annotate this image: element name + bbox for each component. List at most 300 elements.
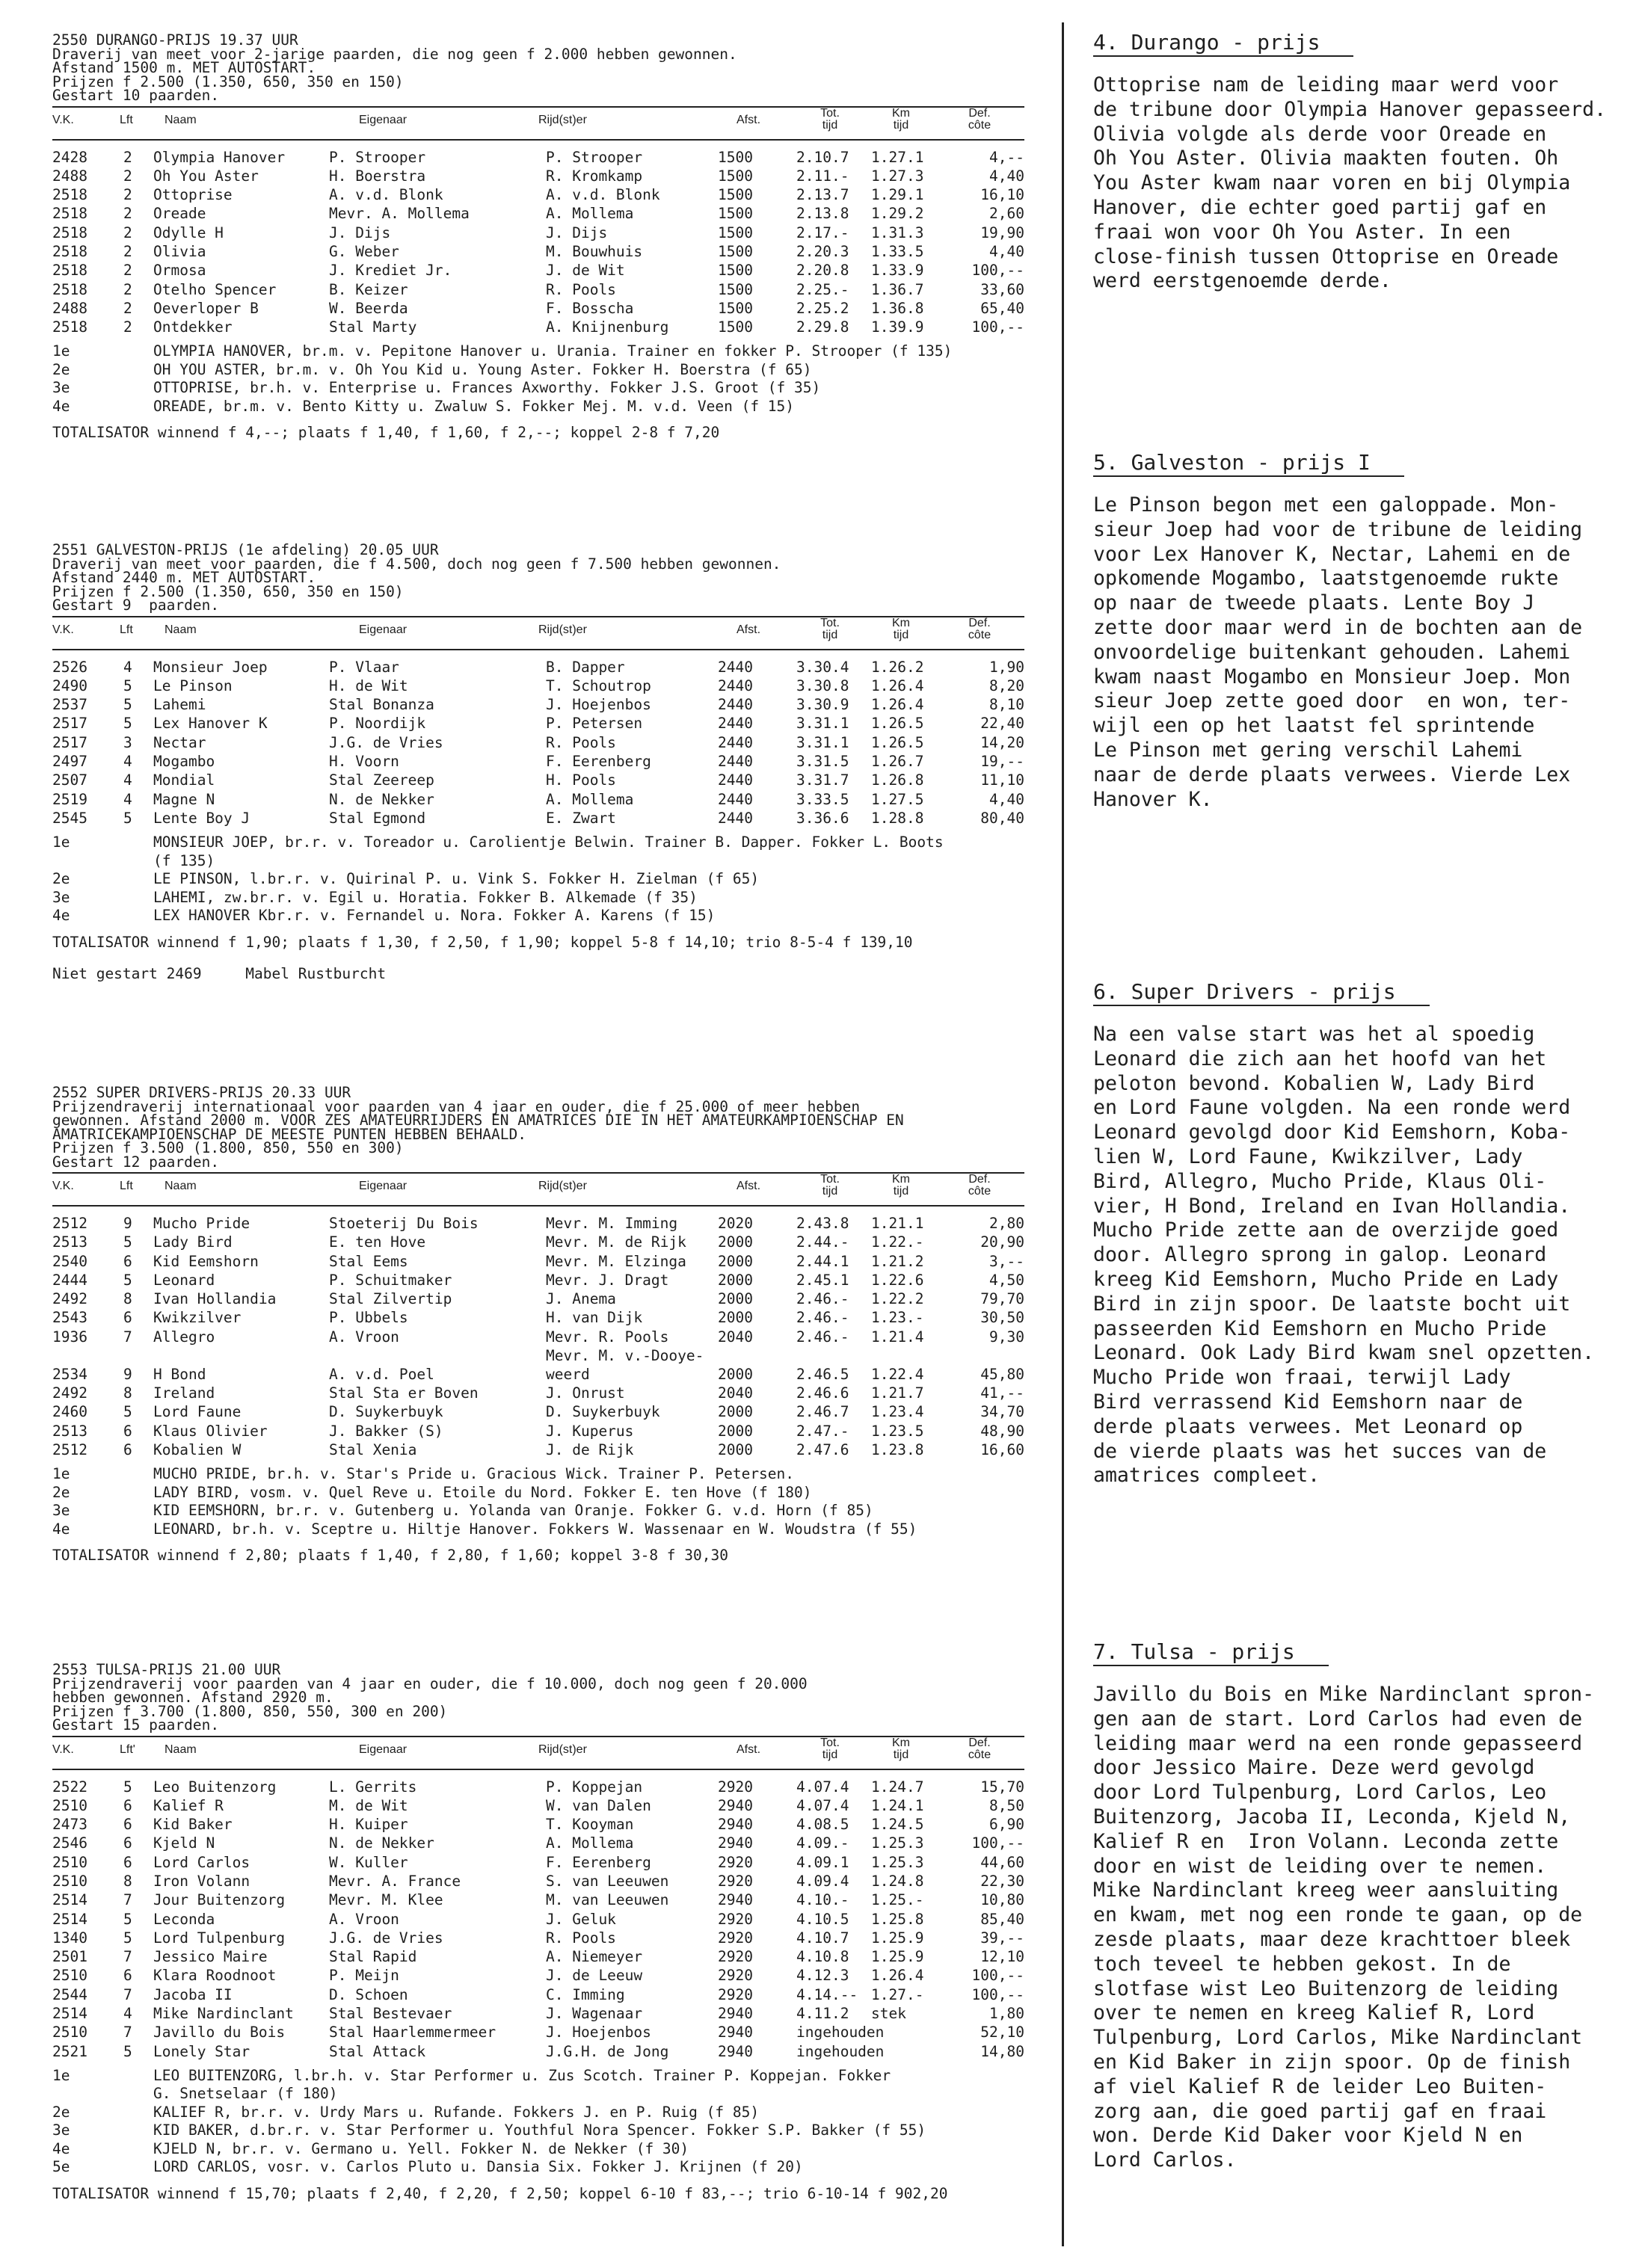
- finish-place: 4e: [52, 1520, 70, 1538]
- finish-description: MONSIEUR JOEP, br.r. v. Toreador u. Carolientje Belwin. Trainer B. Dapper. Fokker L. Boots (f 135): [153, 833, 944, 869]
- table-cell: P. Strooper: [329, 148, 426, 166]
- table-cell: 1.22.-: [871, 1233, 924, 1251]
- table-cell: Allegro: [153, 1328, 215, 1346]
- table-cell: 2.25.2: [796, 299, 849, 317]
- race-header-line: Afstand 1500 m. MET AUTOSTART.: [52, 59, 316, 76]
- table-cell: R. Pools: [546, 1929, 616, 1947]
- table-cell: Iron Volann: [153, 1872, 250, 1890]
- column-divider: [1062, 22, 1064, 2246]
- table-cell: Stal Attack: [329, 2042, 426, 2060]
- table-cell: 2940: [718, 2042, 753, 2060]
- race-header-line: 2550 DURANGO-PRIJS 19.37 UUR: [52, 31, 298, 49]
- finish-place: 3e: [52, 379, 70, 397]
- table-cell: Kalief R: [153, 1796, 224, 1814]
- race-2550: [52, 31, 1024, 442]
- table-cell: 2.46.-: [796, 1290, 849, 1308]
- table-cell: 1.22.6: [871, 1271, 924, 1289]
- table-cell: 4.09.1: [796, 1853, 849, 1871]
- race-header-line: gewonnen. Afstand 2000 m. VOOR ZES AMATEURRIJDERS EN AMATRICES DIE IN HET AMATEURKAMPIOENSCHAP EN: [52, 1112, 904, 1129]
- report-title: 4. Durango - prijs: [1093, 30, 1353, 57]
- column-label: Lft': [120, 1742, 135, 1756]
- table-cell: Mevr. A. Mollema: [329, 205, 470, 223]
- column-label: Km tijd: [892, 106, 910, 132]
- table-row: [52, 261, 1024, 280]
- table-cell: 2.10.7: [796, 148, 849, 166]
- table-cell: R. Pools: [546, 280, 616, 298]
- table-cell: 2000: [718, 1422, 753, 1440]
- table-cell: 4: [123, 790, 132, 808]
- table-cell: 16,10: [980, 186, 1024, 204]
- table-row: [52, 1778, 1024, 1796]
- table-cell: B. Dapper: [546, 658, 625, 676]
- table-cell: Ivan Hollandia: [153, 1290, 277, 1308]
- finish-entry: [52, 1520, 1024, 1539]
- report-super-drivers: [1093, 979, 1632, 1488]
- column-label: Afst.: [737, 113, 761, 126]
- table-cell: 15,70: [980, 1778, 1024, 1796]
- table-cell: 2510: [52, 1872, 87, 1890]
- table-cell: Lex Hanover K: [153, 715, 268, 733]
- table-row: [52, 148, 1024, 167]
- table-cell: 2428: [52, 148, 87, 166]
- table-cell: 2518: [52, 205, 87, 223]
- table-cell: 2.46.7: [796, 1403, 849, 1421]
- table-cell: 2.47.-: [796, 1422, 849, 1440]
- table-cell: 4,40: [989, 242, 1024, 260]
- table-cell: 6: [123, 1853, 132, 1871]
- finish-place: 2e: [52, 1483, 70, 1501]
- table-row: [52, 714, 1024, 733]
- table-cell: 1.25.8: [871, 1910, 924, 1928]
- table-cell: 2000: [718, 1440, 753, 1458]
- table-cell: A. v.d. Blonk: [546, 186, 660, 204]
- table-cell: H Bond: [153, 1366, 206, 1384]
- table-cell: 1.24.5: [871, 1816, 924, 1834]
- table-cell: 1.39.9: [871, 318, 924, 336]
- table-cell: 100,--: [971, 1834, 1024, 1852]
- table-cell: 4.11.2: [796, 2005, 849, 2023]
- table-cell: Lonely Star: [153, 2042, 250, 2060]
- table-cell: 1.23.4: [871, 1403, 924, 1421]
- table-cell: 2: [123, 205, 132, 223]
- table-cell: A. Mollema: [546, 1834, 634, 1852]
- table-cell: 3.30.8: [796, 677, 849, 694]
- table-cell: 4.10.-: [796, 1891, 849, 1909]
- table-cell: 1.26.7: [871, 752, 924, 770]
- table-cell: 2920: [718, 1853, 753, 1871]
- table-row: [52, 1834, 1024, 1852]
- report-text: Na een valse start was het al spoedig Leonard die zich aan het hoofd van het peloton bevond. Kobalien W, Lady Bird en Lord Faune volgden. Na een ronde werd Leonard gevolgd door Kid Eemshorn, Koba- lien W, Lord Faune, Kwikzilver, Lady Bird, Allegro, Mucho Pride, Klaus Oli- vier, H Bond, Ireland en Ivan Hollandia. Mucho Pride zette aan de overzijde goed door. Allegro sprong in galop. Leonard kreeg Kid Eemshorn, Mucho Pride en Lady Bird in zijn spoor. De laatste bocht uit passeerden Kid Eemshorn en Mucho Pride Leonard. Ook Lady Bird kwam snel opzetten. Mucho Pride won fraai, terwijl Lady Bird verrassend Kid Eemshorn naar de derde plaats verwees. Met Leonard op de vierde plaats was het succes van de amatrices compleet.: [1093, 1023, 1595, 1488]
- table-cell: 14,20: [980, 733, 1024, 751]
- table-cell: 1.27.-: [871, 1985, 924, 2003]
- table-cell: 1.25.3: [871, 1853, 924, 1871]
- table-cell: C. Imming: [546, 1985, 625, 2003]
- column-label: Km tijd: [892, 616, 910, 641]
- table-cell: 2519: [52, 790, 87, 808]
- column-label: V.K.: [52, 113, 74, 126]
- table-cell: 2.47.6: [796, 1440, 849, 1458]
- table-cell: Mike Nardinclant: [153, 2005, 294, 2023]
- finish-place: 2e: [52, 870, 70, 888]
- table-cell: 4.09.4: [796, 1872, 849, 1890]
- table-cell: J. Geluk: [546, 1910, 616, 1928]
- table-cell: 4.08.5: [796, 1816, 849, 1834]
- table-cell: Klara Roodnoot: [153, 1967, 277, 1985]
- table-cell: 2: [123, 186, 132, 204]
- table-cell: 6: [123, 1967, 132, 1985]
- finish-place: 1e: [52, 342, 70, 360]
- table-cell: J. Krediet Jr.: [329, 262, 452, 280]
- table-cell: Lord Carlos: [153, 1853, 250, 1871]
- table-column-header: [52, 1737, 1024, 1766]
- table-cell: Ireland: [153, 1384, 215, 1402]
- table-cell: 1.24.7: [871, 1778, 924, 1796]
- race-header-line: Gestart 9 paarden.: [52, 597, 220, 614]
- table-cell: J. de Wit: [546, 262, 625, 280]
- table-cell: 1500: [718, 224, 753, 241]
- table-cell: P. Vlaar: [329, 658, 399, 676]
- table-cell: 100,--: [971, 262, 1024, 280]
- table-row: [52, 224, 1024, 242]
- table-cell: 8: [123, 1290, 132, 1308]
- totalisator: TOTALISATOR winnend f 4,--; plaats f 1,40, f 1,60, f 2,--; koppel 2-8 f 7,20: [52, 424, 720, 442]
- table-cell: Stal Rapid: [329, 1948, 417, 1966]
- finish-place: 4e: [52, 907, 70, 925]
- table-cell: 6: [123, 1834, 132, 1852]
- table-cell: 2940: [718, 2024, 753, 2041]
- table-cell: F. Bosscha: [546, 299, 634, 317]
- table-cell: 33,60: [980, 280, 1024, 298]
- table-cell: 2522: [52, 1778, 87, 1796]
- race-header-line: Gestart 15 paarden.: [52, 1716, 220, 1734]
- column-label: V.K.: [52, 1180, 74, 1192]
- column-label: Naam: [164, 1180, 197, 1192]
- table-cell: 6: [123, 1252, 132, 1270]
- table-row: [52, 1440, 1024, 1459]
- table-cell: M. Bouwhuis: [546, 242, 643, 260]
- table-column-header: [52, 108, 1024, 136]
- table-cell: Lente Boy J: [153, 809, 250, 827]
- race-header: [52, 31, 1024, 104]
- finish-place: 1e: [52, 1465, 70, 1483]
- table-cell: 1500: [718, 280, 753, 298]
- table-cell: 2440: [718, 752, 753, 770]
- table-cell: Leonard: [153, 1271, 215, 1289]
- table-cell: 22,30: [980, 1872, 1024, 1890]
- table-row: [52, 185, 1024, 204]
- race-header: [52, 543, 1024, 613]
- table-cell: Jessico Maire: [153, 1948, 268, 1966]
- table-cell: 2510: [52, 1853, 87, 1871]
- table-cell: 1.36.7: [871, 280, 924, 298]
- table-cell: 2.45.1: [796, 1271, 849, 1289]
- table-cell: F. Eerenberg: [546, 1853, 651, 1871]
- table-cell: 34,70: [980, 1403, 1024, 1421]
- table-cell: J. Hoejenbos: [546, 2024, 651, 2041]
- table-cell: 2473: [52, 1816, 87, 1834]
- report-galveston: [1093, 450, 1632, 812]
- race-2551: [52, 543, 1024, 982]
- table-cell: H. van Dijk: [546, 1309, 643, 1327]
- table-cell: 1936: [52, 1328, 87, 1346]
- table-cell: 2000: [718, 1403, 753, 1421]
- table-cell: Jacoba II: [153, 1985, 233, 2003]
- finish-order: [52, 2067, 1024, 2177]
- table-cell: 8,10: [989, 696, 1024, 714]
- race-header-line: Gestart 10 paarden.: [52, 87, 220, 104]
- table-row: [52, 733, 1024, 752]
- table-row: [52, 1929, 1024, 1947]
- table-cell: 4: [123, 771, 132, 789]
- table-cell: 1.27.3: [871, 167, 924, 185]
- table-cell: B. Keizer: [329, 280, 408, 298]
- table-cell: 2534: [52, 1366, 87, 1384]
- table-row: [52, 771, 1024, 789]
- finish-description: LAHEMI, zw.br.r. v. Egil u. Horatia. Fokker B. Alkemade (f 35): [153, 888, 698, 906]
- table-cell: 2526: [52, 658, 87, 676]
- finish-entry: [52, 2104, 1024, 2122]
- table-cell: 1.25.-: [871, 1891, 924, 1909]
- table-cell: Mevr. J. Dragt: [546, 1271, 669, 1289]
- table-cell: 4.09.-: [796, 1834, 849, 1852]
- finish-description: LEONARD, br.h. v. Sceptre u. Hiltje Hanover. Fokkers W. Wassenaar en W. Woudstra (f 55): [153, 1520, 917, 1538]
- table-cell: 1.25.3: [871, 1834, 924, 1852]
- table-cell: 2040: [718, 1384, 753, 1402]
- table-cell: 1500: [718, 148, 753, 166]
- table-cell: 2492: [52, 1290, 87, 1308]
- table-cell: A. v.d. Poel: [329, 1366, 434, 1384]
- table-cell: 1.29.2: [871, 205, 924, 223]
- column-label: Rijd(st)er: [538, 623, 587, 636]
- column-label: Afst.: [737, 1180, 761, 1192]
- table-cell: 2514: [52, 1891, 87, 1909]
- table-cell: 1500: [718, 186, 753, 204]
- table-cell: 8,50: [989, 1796, 1024, 1814]
- table-cell: 2510: [52, 1967, 87, 1985]
- table-cell: 3,--: [989, 1252, 1024, 1270]
- table-cell: 1.26.4: [871, 1967, 924, 1985]
- table-cell: stek: [871, 2005, 906, 2023]
- table-row: [52, 2004, 1024, 2023]
- table-cell: 5: [123, 2042, 132, 2060]
- table-row: [52, 167, 1024, 185]
- table-cell: 19,90: [980, 224, 1024, 241]
- table-cell: 2440: [718, 733, 753, 751]
- race-header-line: Prijzendraverij internationaal voor paarden van 4 jaar en ouder, die f 25.000 of meer hebben: [52, 1097, 861, 1115]
- table-cell: 1340: [52, 1929, 87, 1947]
- table-cell: 2: [123, 148, 132, 166]
- table-row: [52, 1422, 1024, 1440]
- table-cell: A. v.d. Blonk: [329, 186, 443, 204]
- table-cell: 4: [123, 752, 132, 770]
- table-cell: 5: [123, 696, 132, 714]
- finish-description: OLYMPIA HANOVER, br.m. v. Pepitone Hanover u. Urania. Trainer en fokker P. Strooper (f 135): [153, 342, 953, 360]
- table-cell: 2.29.8: [796, 318, 849, 336]
- table-cell: 1.23.8: [871, 1440, 924, 1458]
- table-cell: 2507: [52, 771, 87, 789]
- table-column-header: [52, 617, 1024, 646]
- table-cell: 8,20: [989, 677, 1024, 694]
- table-cell: G. Weber: [329, 242, 399, 260]
- table-cell: 20,90: [980, 1233, 1024, 1251]
- table-cell: 2920: [718, 1967, 753, 1985]
- table-cell: 2,60: [989, 205, 1024, 223]
- table-cell: 1.26.2: [871, 658, 924, 676]
- table-cell: Stoeterij Du Bois: [329, 1215, 479, 1232]
- race-2552: [52, 1086, 1024, 1564]
- table-cell: 2: [123, 224, 132, 241]
- table-cell: 44,60: [980, 1853, 1024, 1871]
- table-cell: 41,--: [980, 1384, 1024, 1402]
- table-cell: 2920: [718, 1948, 753, 1966]
- table-row: [52, 1910, 1024, 1929]
- table-cell: 1.26.8: [871, 771, 924, 789]
- table-cell: 1.27.5: [871, 790, 924, 808]
- table-cell: 2000: [718, 1233, 753, 1251]
- table-cell: N. de Nekker: [329, 790, 434, 808]
- totalisator: TOTALISATOR winnend f 1,90; plaats f 1,30, f 2,50, f 1,90; koppel 5-8 f 14,10; trio 8-5-4 f 139,10: [52, 933, 913, 951]
- table-cell: 2512: [52, 1215, 87, 1232]
- table-cell: 52,10: [980, 2024, 1024, 2041]
- table-cell: 2.20.8: [796, 262, 849, 280]
- race-header-line: hebben gewonnen. Afstand 2920 m.: [52, 1689, 333, 1706]
- column-label: Lft: [120, 623, 133, 636]
- table-cell: Olivia: [153, 242, 206, 260]
- table-cell: 1.33.5: [871, 242, 924, 260]
- table-cell: P. Ubbels: [329, 1309, 408, 1327]
- table-cell: Oh You Aster: [153, 167, 259, 185]
- table-cell: 2020: [718, 1215, 753, 1232]
- table-cell: J. de Rijk: [546, 1440, 634, 1458]
- table-cell: Lord Tulpenburg: [153, 1929, 286, 1947]
- column-label: Eigenaar: [359, 623, 408, 636]
- finish-place: 1e: [52, 2066, 70, 2084]
- finish-description: MUCHO PRIDE, br.h. v. Star's Pride u. Gracious Wick. Trainer P. Petersen.: [153, 1465, 795, 1483]
- table-cell: P. Schuitmaker: [329, 1271, 452, 1289]
- table-cell: 2492: [52, 1384, 87, 1402]
- table-cell: A. Mollema: [546, 790, 634, 808]
- finish-place: 4e: [52, 2139, 70, 2157]
- finish-entry: [52, 342, 1024, 361]
- table-cell: 2440: [718, 715, 753, 733]
- table-cell: 1.36.8: [871, 299, 924, 317]
- table-cell: 3: [123, 733, 132, 751]
- table-cell: Nectar: [153, 733, 206, 751]
- table-cell: 2.46.6: [796, 1384, 849, 1402]
- finish-description: KID EEMSHORN, br.r. v. Gutenberg u. Yolanda van Oranje. Fokker G. v.d. Horn (f 85): [153, 1502, 873, 1520]
- table-cell: 3.30.9: [796, 696, 849, 714]
- table-row: [52, 1966, 1024, 1985]
- table-cell: 6: [123, 1309, 132, 1327]
- table-cell: Monsieur Joep: [153, 658, 268, 676]
- table-cell: 8: [123, 1384, 132, 1402]
- table-cell: Mevr. M. de Rijk: [546, 1233, 686, 1251]
- table-cell: 2940: [718, 1816, 753, 1834]
- table-cell: 2.17.-: [796, 224, 849, 241]
- table-cell: 2513: [52, 1233, 87, 1251]
- table-column-header: [52, 1174, 1024, 1202]
- finish-place: 4e: [52, 397, 70, 415]
- finish-entry: [52, 2121, 1024, 2140]
- table-row: [52, 1947, 1024, 1966]
- column-label: Tot. tijd: [820, 1736, 840, 1761]
- totalisator: TOTALISATOR winnend f 2,80; plaats f 1,40, f 2,80, f 1,60; koppel 3-8 f 30,30: [52, 1547, 728, 1565]
- table-row: [52, 242, 1024, 261]
- table-cell: 12,10: [980, 1948, 1024, 1966]
- table-cell: 2000: [718, 1309, 753, 1327]
- table-cell: D. Suykerbuyk: [546, 1403, 660, 1421]
- table-row: [52, 1252, 1024, 1271]
- table-cell: J. Dijs: [546, 224, 608, 241]
- column-label: Def. côte: [968, 106, 991, 132]
- table-cell: 2000: [718, 1252, 753, 1270]
- race-header-line: 2551 GALVESTON-PRIJS (1e afdeling) 20.05 UUR: [52, 541, 439, 558]
- table-cell: W. van Dalen: [546, 1796, 651, 1814]
- table-cell: 1500: [718, 205, 753, 223]
- table-cell: W. Beerda: [329, 299, 408, 317]
- table-cell: Stal Sta er Boven: [329, 1384, 479, 1402]
- table-cell: 2920: [718, 1910, 753, 1928]
- table-row: [52, 1796, 1024, 1815]
- table-cell: 4.07.4: [796, 1778, 849, 1796]
- table-cell: 2518: [52, 186, 87, 204]
- table-cell: 2.13.8: [796, 205, 849, 223]
- table-cell: Lord Faune: [153, 1403, 242, 1421]
- table-cell: 2940: [718, 1796, 753, 1814]
- table-cell: 1.31.3: [871, 224, 924, 241]
- table-cell: J. Onrust: [546, 1384, 625, 1402]
- table-cell: 2490: [52, 677, 87, 694]
- table-cell: 1.22.2: [871, 1290, 924, 1308]
- table-cell: H. Voorn: [329, 752, 399, 770]
- table-cell: 3.31.5: [796, 752, 849, 770]
- table-cell: A. Vroon: [329, 1328, 399, 1346]
- table-cell: 7: [123, 1948, 132, 1966]
- table-cell: 9: [123, 1366, 132, 1384]
- table-cell: 2512: [52, 1440, 87, 1458]
- table-cell: 2: [123, 318, 132, 336]
- table-cell: E. ten Hove: [329, 1233, 426, 1251]
- table-cell: 6: [123, 1816, 132, 1834]
- table-cell: Jour Buitenzorg: [153, 1891, 286, 1909]
- table-cell: H. Boerstra: [329, 167, 426, 185]
- table-cell: 2518: [52, 318, 87, 336]
- table-cell: Ottoprise: [153, 186, 233, 204]
- table-cell: S. van Leeuwen: [546, 1872, 669, 1890]
- table-cell: 2501: [52, 1948, 87, 1966]
- table-cell: Leo Buitenzorg: [153, 1778, 277, 1796]
- table-row: [52, 1872, 1024, 1890]
- table-cell: 2440: [718, 809, 753, 827]
- table-row: [52, 2042, 1024, 2061]
- column-label: Naam: [164, 113, 197, 126]
- column-label: Def. côte: [968, 1736, 991, 1761]
- not-started-note: Niet gestart 2469 Mabel Rustburcht: [52, 964, 387, 982]
- race-header-line: Draverij van meet voor 2-jarige paarden, die nog geen f 2.000 hebben gewonnen.: [52, 45, 737, 63]
- table-row: [52, 1346, 1024, 1384]
- table-cell: Stal Xenia: [329, 1440, 417, 1458]
- table-cell: Leconda: [153, 1910, 215, 1928]
- table-cell: 3.33.5: [796, 790, 849, 808]
- table-cell: 2940: [718, 1834, 753, 1852]
- finish-entry: [52, 1484, 1024, 1503]
- table-row: [52, 1985, 1024, 2004]
- race-header-line: Prijzen f 3.500 (1.800, 850, 550 en 300): [52, 1139, 404, 1156]
- table-row: [52, 695, 1024, 714]
- table-cell: 1.24.1: [871, 1796, 924, 1814]
- finish-description: OH YOU ASTER, br.m. v. Oh You Kid u. Young Aster. Fokker H. Boerstra (f 65): [153, 360, 812, 378]
- finish-description: KID BAKER, d.br.r. v. Star Performer u. Youthful Nora Spencer. Fokker S.P. Bakker (f 55): [153, 2121, 926, 2139]
